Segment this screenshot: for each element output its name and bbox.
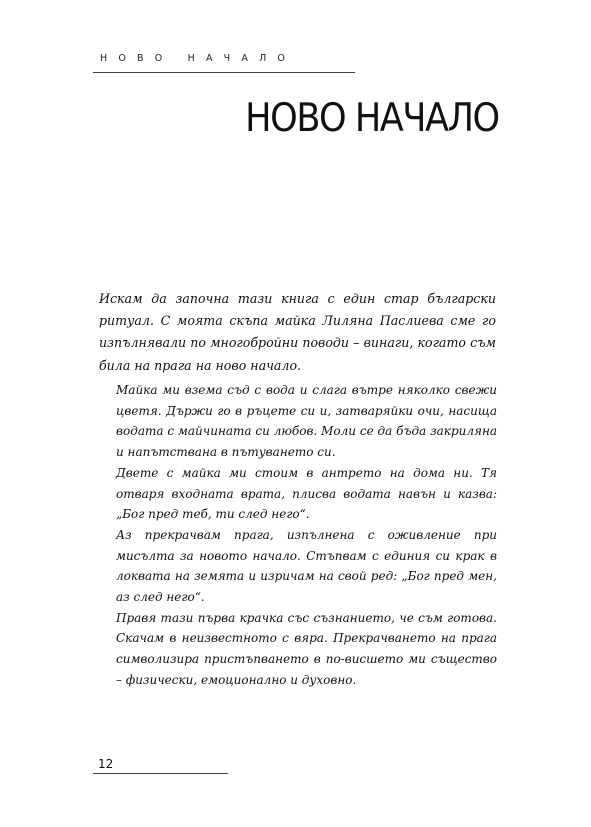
intro-paragraph: Искам да започна тази книга с един стар български ритуал. С моята скъпа майка Лиляна Паслиева сме го изпълнявали по многобройни поводи – винаги, когато съм била на прага на ново начало. <box>99 291 496 373</box>
passage-paragraph: Двете с майка ми стоим в антрето на дома ни. Тя отваря входната врата, плисва водата навън и казва: „Бог пред теб, ти след него“. <box>116 465 497 522</box>
header-rule <box>93 72 355 73</box>
page-number: 12 <box>98 757 114 771</box>
passage-paragraph: Правя тази първа крачка със съзнанието, че съм готова. Скачам в неизвестното с вяра. Прекрачването на прага символизира пристъпването в по-висшето ми същество – физически, емоционално и духовно. <box>116 610 497 687</box>
passage-paragraph: Аз прекрачвам прага, изпълнена с оживление при мисълта за новото начало. Стъпвам с единия си крак в локвата на земята и изричам на свой ред: „Бог пред мен, аз след него“. <box>116 527 497 605</box>
passage-paragraph: Майка ми взема съд с вода и слага вътре няколко свежи цветя. Държи го в ръцете си и, затваряйки очи, насища водата с майчината си любов. Моли се да бъда закриляна и напътствана в пътуването си. <box>116 383 497 460</box>
footer-rule <box>93 773 228 774</box>
ritual-passage <box>116 380 497 691</box>
running-header: НОВО НАЧАЛО <box>100 53 297 64</box>
chapter-title: НОВО НАЧАЛО <box>245 96 499 141</box>
